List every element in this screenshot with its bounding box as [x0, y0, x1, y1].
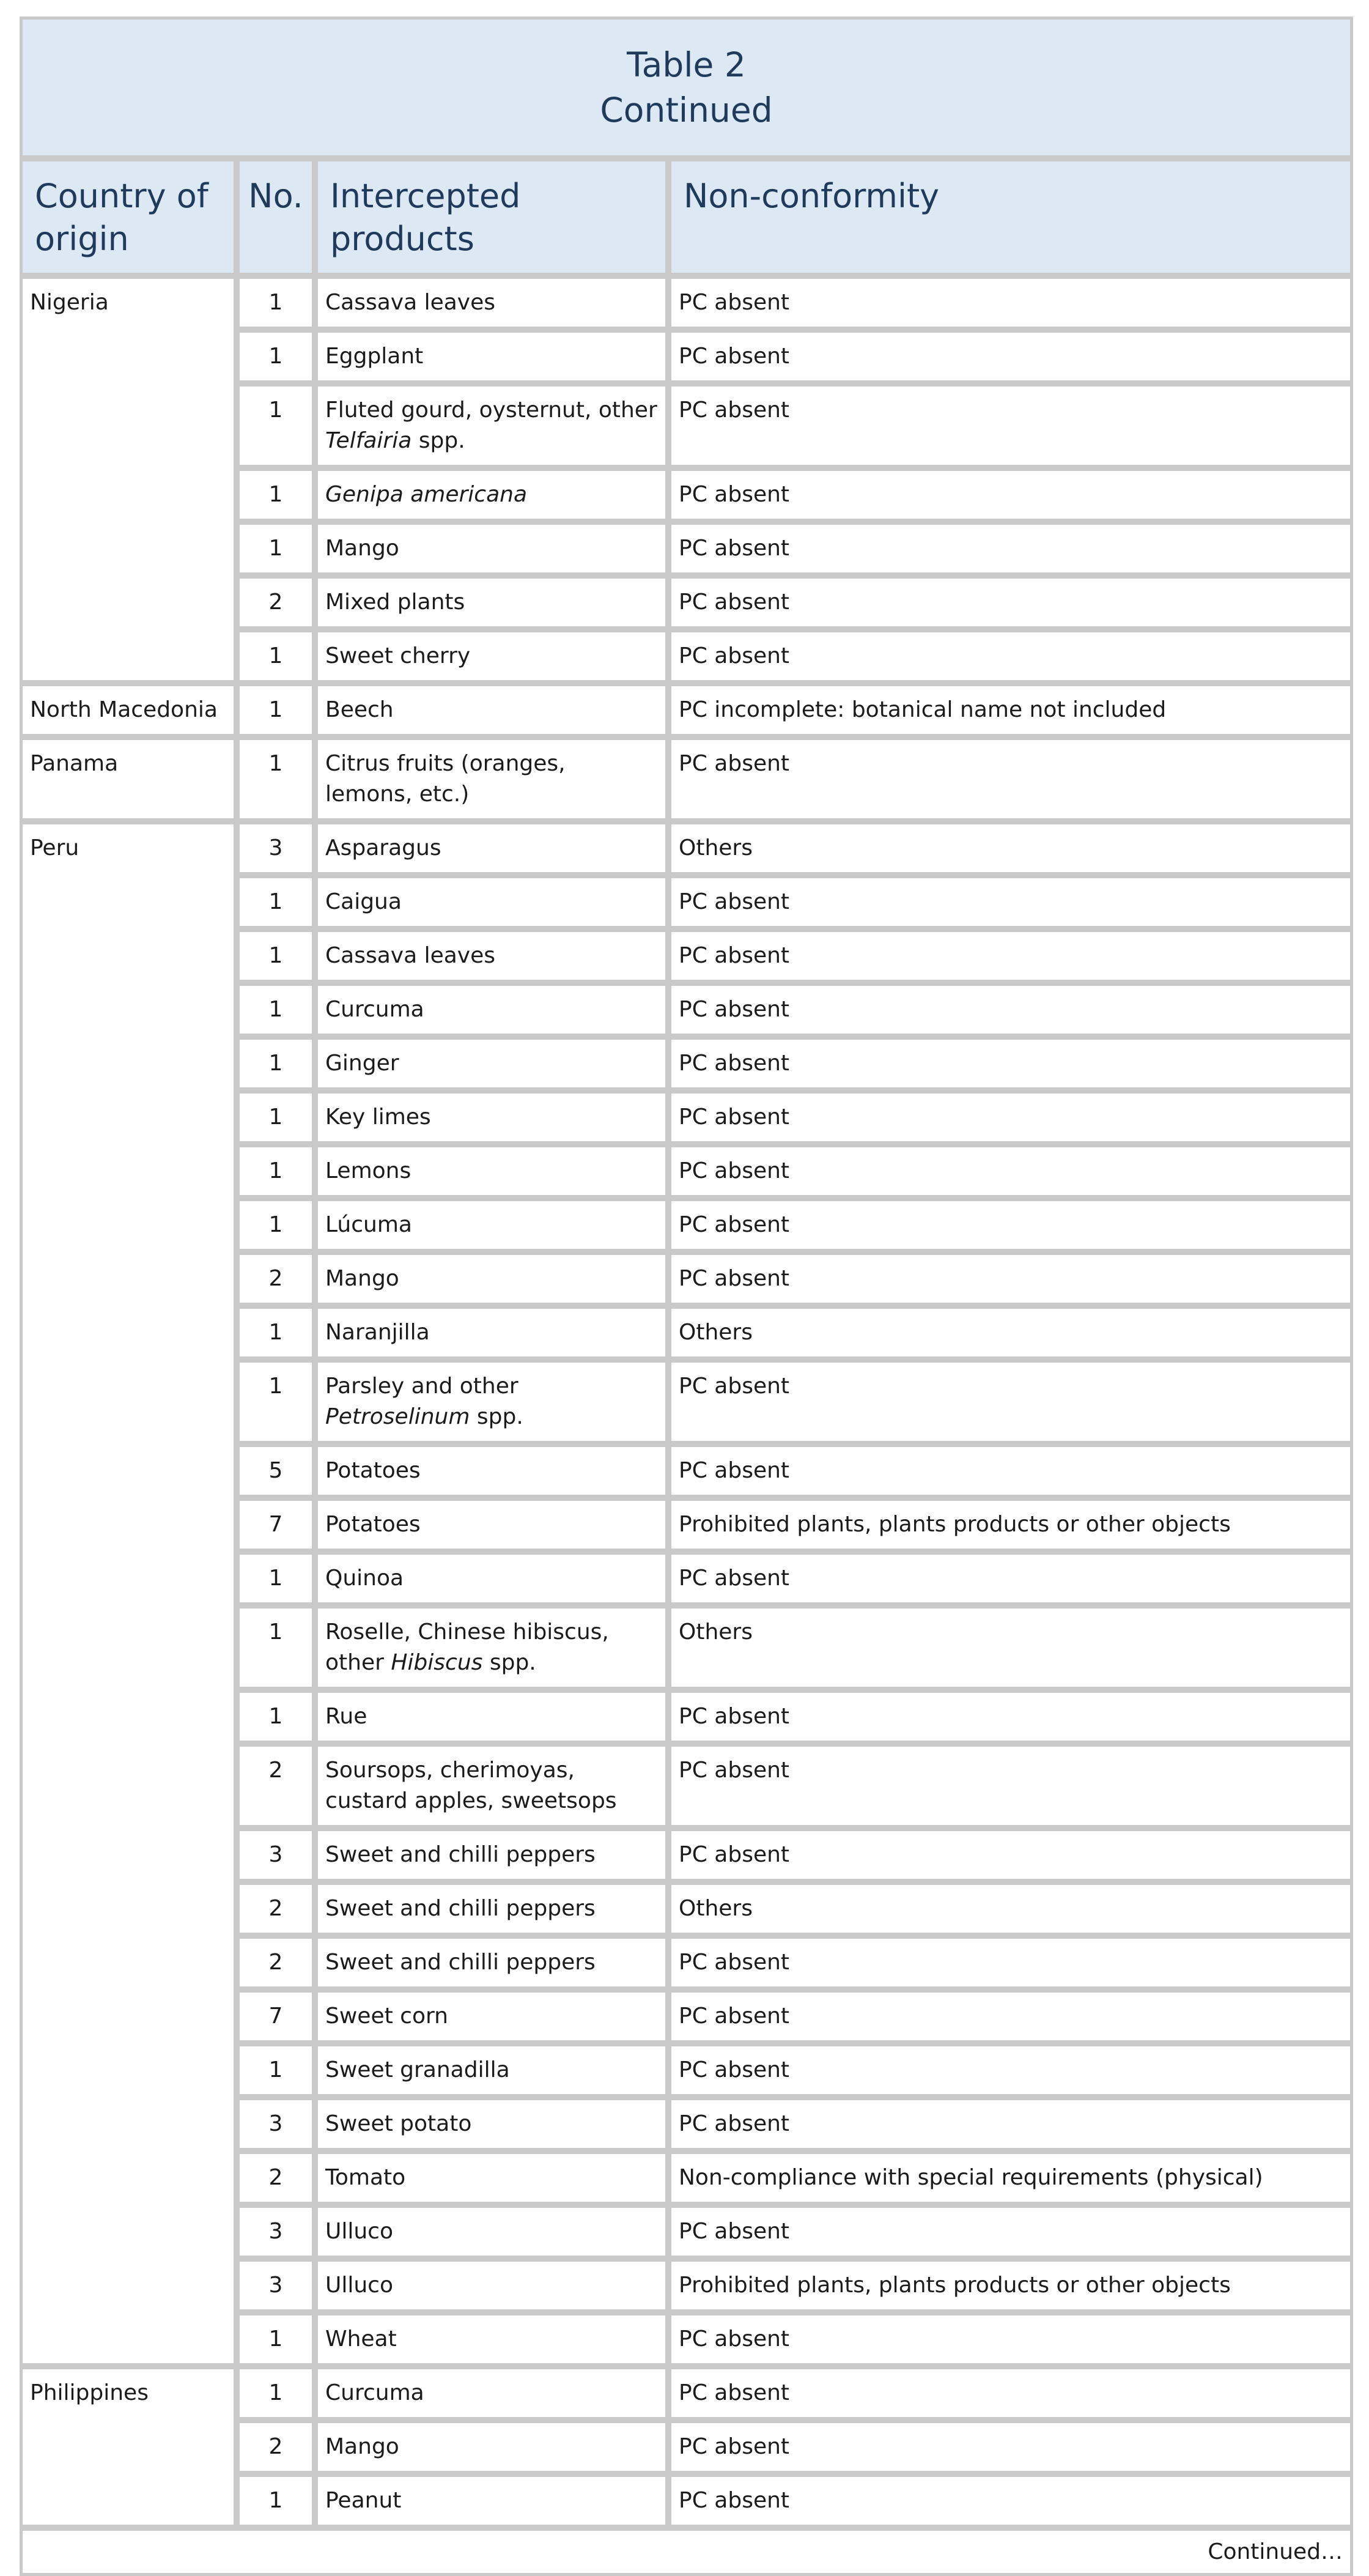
count-cell: 3	[237, 2097, 315, 2151]
count-cell: 1	[237, 1144, 315, 1198]
nonconformity-cell: PC absent	[668, 1552, 1353, 1605]
nonconformity-cell: PC absent	[668, 1144, 1353, 1198]
nonconformity-cell: PC absent	[668, 1690, 1353, 1744]
product-cell	[315, 1498, 668, 1552]
nonconformity-cell: PC absent	[668, 330, 1353, 383]
count-cell: 2	[237, 1744, 315, 1828]
product-text: Wheat	[325, 2326, 397, 2352]
country-cell: Panama	[20, 737, 237, 821]
product-cell	[315, 2259, 668, 2312]
count-cell: 3	[237, 2205, 315, 2259]
count-cell: 3	[237, 1828, 315, 1882]
product-cell	[315, 683, 668, 737]
nonconformity-cell: Prohibited plants, plants products or other objects	[668, 1498, 1353, 1552]
product-cell	[315, 1198, 668, 1252]
product-cell	[315, 1828, 668, 1882]
product-text: Citrus fruits (oranges, lemons, etc.)	[325, 751, 566, 807]
count-cell: 3	[237, 2259, 315, 2312]
country-cell: Nigeria	[20, 276, 237, 683]
product-text: Roselle, Chinese hibiscus, other	[325, 1619, 609, 1675]
product-text: Parsley and other	[325, 1374, 518, 1399]
count-cell: 2	[237, 1882, 315, 1936]
product-text: Ulluco	[325, 2273, 393, 2298]
count-cell: 7	[237, 1989, 315, 2043]
product-text: Caigua	[325, 889, 402, 914]
product-text: Potatoes	[325, 1458, 421, 1483]
product-text: Sweet potato	[325, 2111, 472, 2136]
header-nonconformity: Non-conformity	[668, 158, 1353, 276]
count-cell: 1	[237, 1690, 315, 1744]
nonconformity-cell: PC absent	[668, 276, 1353, 330]
count-cell: 1	[237, 1037, 315, 1090]
count-cell: 1	[237, 383, 315, 468]
product-text: Sweet and chilli peppers	[325, 1950, 596, 1975]
table-row	[20, 683, 1353, 737]
product-cell	[315, 737, 668, 821]
nonconformity-cell: PC absent	[668, 522, 1353, 576]
product-cell	[315, 2312, 668, 2366]
product-text: Mixed plants	[325, 590, 465, 615]
product-cell	[315, 2205, 668, 2259]
product-cell	[315, 1744, 668, 1828]
continued-note: Continued…	[20, 2528, 1353, 2576]
product-italic-text: Genipa americana	[325, 482, 528, 507]
count-cell: 1	[237, 1090, 315, 1144]
count-cell: 2	[237, 1252, 315, 1306]
product-cell	[315, 1360, 668, 1444]
count-cell: 1	[237, 683, 315, 737]
product-cell	[315, 2366, 668, 2420]
header-country: Country of origin	[20, 158, 237, 276]
nonconformity-cell: PC absent	[668, 1828, 1353, 1882]
product-cell	[315, 330, 668, 383]
count-cell: 1	[237, 737, 315, 821]
product-cell	[315, 1882, 668, 1936]
product-suffix-text: spp.	[482, 1650, 536, 1675]
count-cell: 1	[237, 468, 315, 522]
nonconformity-cell: PC absent	[668, 576, 1353, 629]
nonconformity-cell: PC absent	[668, 983, 1353, 1037]
count-cell: 1	[237, 2043, 315, 2097]
product-cell	[315, 1989, 668, 2043]
count-cell: 1	[237, 522, 315, 576]
count-cell: 1	[237, 1360, 315, 1444]
nonconformity-cell: PC absent	[668, 1989, 1353, 2043]
count-cell: 1	[237, 875, 315, 929]
nonconformity-cell: PC absent	[668, 2312, 1353, 2366]
product-cell	[315, 468, 668, 522]
product-suffix-text: spp.	[411, 428, 465, 453]
product-cell	[315, 1144, 668, 1198]
product-text: Key limes	[325, 1105, 431, 1130]
product-cell	[315, 1306, 668, 1360]
nonconformity-cell: PC absent	[668, 2097, 1353, 2151]
count-cell: 7	[237, 1498, 315, 1552]
product-cell	[315, 1690, 668, 1744]
product-cell	[315, 2474, 668, 2528]
product-cell	[315, 1552, 668, 1605]
count-cell: 1	[237, 2312, 315, 2366]
nonconformity-cell: PC absent	[668, 468, 1353, 522]
table-row	[20, 2366, 1353, 2420]
nonconformity-cell: PC absent	[668, 1360, 1353, 1444]
product-cell	[315, 276, 668, 330]
product-text: Rue	[325, 1704, 367, 1729]
product-cell	[315, 875, 668, 929]
nonconformity-cell: PC absent	[668, 383, 1353, 468]
header-products: Intercepted products	[315, 158, 668, 276]
product-text: Beech	[325, 697, 394, 722]
product-text: Mango	[325, 2434, 399, 2459]
table-row	[20, 821, 1353, 875]
header-no: No.	[237, 158, 315, 276]
table-title-line1: Table 2	[627, 45, 746, 84]
count-cell: 1	[237, 330, 315, 383]
product-text: Mango	[325, 536, 399, 561]
nonconformity-cell: PC absent	[668, 2420, 1353, 2474]
nonconformity-cell: Others	[668, 1306, 1353, 1360]
product-text: Sweet and chilli peppers	[325, 1842, 596, 1867]
nonconformity-cell: Others	[668, 821, 1353, 875]
product-cell	[315, 1252, 668, 1306]
nonconformity-cell: PC absent	[668, 929, 1353, 983]
product-text: Asparagus	[325, 835, 441, 861]
product-text: Sweet cherry	[325, 643, 471, 668]
table-title-line2: Continued	[600, 90, 773, 130]
table-body	[20, 276, 1353, 2528]
country-cell: Peru	[20, 821, 237, 2366]
nonconformity-cell: Others	[668, 1882, 1353, 1936]
count-cell: 3	[237, 821, 315, 875]
product-cell	[315, 983, 668, 1037]
product-cell	[315, 383, 668, 468]
nonconformity-cell: PC absent	[668, 2366, 1353, 2420]
country-cell: Philippines	[20, 2366, 237, 2528]
count-cell: 1	[237, 276, 315, 330]
product-cell	[315, 522, 668, 576]
product-text: Mango	[325, 1266, 399, 1291]
nonconformity-cell: PC absent	[668, 1252, 1353, 1306]
product-italic-text: Hibiscus	[391, 1650, 483, 1675]
nonconformity-cell: PC absent	[668, 2474, 1353, 2528]
product-text: Tomato	[325, 2165, 406, 2190]
product-text: Lúcuma	[325, 1212, 412, 1237]
product-cell	[315, 2420, 668, 2474]
product-cell	[315, 1605, 668, 1690]
nonconformity-cell: Others	[668, 1605, 1353, 1690]
count-cell: 2	[237, 1936, 315, 1989]
product-suffix-text: spp.	[470, 1404, 523, 1429]
product-italic-text: Telfairia	[325, 428, 412, 453]
product-cell	[315, 929, 668, 983]
nonconformity-cell: PC absent	[668, 1037, 1353, 1090]
nonconformity-cell: PC absent	[668, 1936, 1353, 1989]
nonconformity-cell: PC absent	[668, 629, 1353, 683]
count-cell: 1	[237, 629, 315, 683]
product-text: Naranjilla	[325, 1320, 430, 1345]
count-cell: 1	[237, 1552, 315, 1605]
nonconformity-cell: PC absent	[668, 875, 1353, 929]
product-cell	[315, 2097, 668, 2151]
product-cell	[315, 2043, 668, 2097]
count-cell: 1	[237, 983, 315, 1037]
count-cell: 1	[237, 929, 315, 983]
product-cell	[315, 2151, 668, 2205]
nonconformity-cell: PC absent	[668, 1090, 1353, 1144]
nonconformity-cell: PC absent	[668, 1198, 1353, 1252]
product-text: Peanut	[325, 2488, 402, 2513]
product-text: Cassava leaves	[325, 943, 495, 968]
product-text: Potatoes	[325, 1512, 421, 1537]
count-cell: 1	[237, 1198, 315, 1252]
product-cell	[315, 1037, 668, 1090]
nonconformity-cell: PC absent	[668, 2043, 1353, 2097]
product-text: Curcuma	[325, 2380, 424, 2405]
count-cell: 1	[237, 2366, 315, 2420]
product-cell	[315, 1444, 668, 1498]
product-text: Ginger	[325, 1051, 399, 1076]
count-cell: 2	[237, 2151, 315, 2205]
product-text: Sweet corn	[325, 2004, 448, 2029]
nonconformity-cell: Prohibited plants, plants products or other objects	[668, 2259, 1353, 2312]
product-text: Soursops, cherimoyas, custard apples, sweetsops	[325, 1758, 617, 1813]
product-cell	[315, 1936, 668, 1989]
product-cell	[315, 629, 668, 683]
count-cell: 2	[237, 2420, 315, 2474]
product-text: Lemons	[325, 1158, 411, 1183]
table-row	[20, 276, 1353, 330]
table-row	[20, 737, 1353, 821]
nonconformity-cell: PC absent	[668, 1744, 1353, 1828]
product-text: Quinoa	[325, 1566, 404, 1591]
product-text: Curcuma	[325, 997, 424, 1022]
nonconformity-cell: PC absent	[668, 2205, 1353, 2259]
count-cell: 1	[237, 2474, 315, 2528]
product-text: Sweet granadilla	[325, 2057, 510, 2082]
product-italic-text: Petroselinum	[325, 1404, 470, 1429]
product-text: Ulluco	[325, 2219, 393, 2244]
data-table	[20, 17, 1353, 2576]
product-text: Cassava leaves	[325, 290, 495, 315]
nonconformity-cell: PC absent	[668, 1444, 1353, 1498]
nonconformity-cell: PC incomplete: botanical name not included	[668, 683, 1353, 737]
nonconformity-cell: Non-compliance with special requirements (physical)	[668, 2151, 1353, 2205]
product-text: Fluted gourd, oysternut, other	[325, 398, 657, 423]
product-cell	[315, 1090, 668, 1144]
nonconformity-cell: PC absent	[668, 737, 1353, 821]
product-cell	[315, 821, 668, 875]
country-cell: North Macedonia	[20, 683, 237, 737]
count-cell: 1	[237, 1605, 315, 1690]
count-cell: 2	[237, 576, 315, 629]
product-text: Eggplant	[325, 344, 424, 369]
table-title	[20, 17, 1353, 158]
count-cell: 5	[237, 1444, 315, 1498]
product-cell	[315, 576, 668, 629]
product-text: Sweet and chilli peppers	[325, 1896, 596, 1921]
count-cell: 1	[237, 1306, 315, 1360]
